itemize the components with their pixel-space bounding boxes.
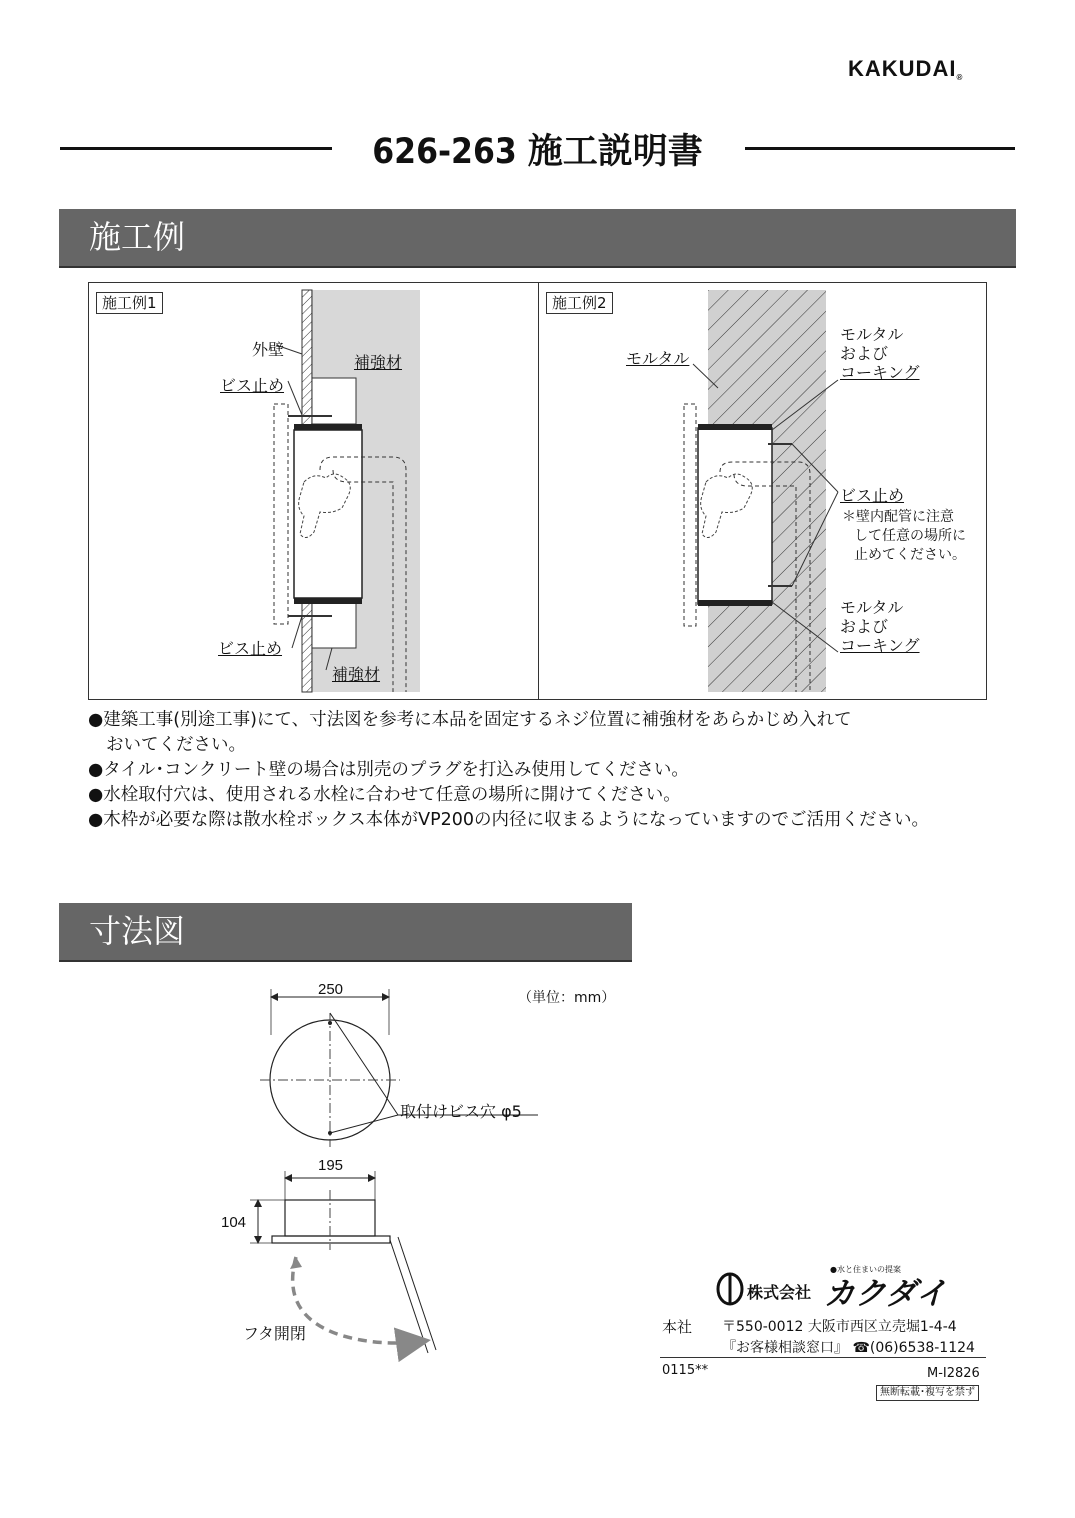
example1-tag: 施工例1	[96, 292, 163, 314]
example2-tag: 施工例2	[546, 292, 613, 314]
head-office-label: 本社	[662, 1318, 693, 1336]
dim-195-label: 195	[318, 1157, 344, 1174]
piping-note: ＊壁内配管に注意 して任意の場所に 止めてください。	[842, 509, 966, 563]
note-item: ●木枠が必要な際は散水栓ボックス本体がVP200の内径に収まるようになっていますのでご活用ください。	[88, 810, 930, 830]
label-screw-bottom: ビス止め	[218, 639, 283, 658]
label-mortar-caulk-top: モルタル および コーキング	[840, 325, 920, 382]
document-title: 626-263 施工説明書	[0, 124, 1075, 174]
example1-diagram	[88, 282, 539, 700]
company-name: カクダイ	[824, 1276, 947, 1312]
brand-name: KAKUDAI	[848, 56, 957, 81]
footer-rule	[660, 1357, 986, 1358]
label-screw-top: ビス止め	[220, 376, 285, 395]
document-code: M-I2826	[927, 1366, 980, 1381]
screw-hole-label: 取付けビス穴 φ5	[400, 1102, 522, 1121]
section-heading-dimensions: 寸法図	[59, 903, 632, 962]
copyright-notice: 無断転載･複写を禁ず	[876, 1385, 979, 1401]
registered-mark: ®	[956, 73, 964, 82]
print-code: 0115**	[662, 1363, 709, 1378]
company-tagline: ●水と住まいの提案	[830, 1265, 901, 1274]
dim-104-label: 104	[221, 1214, 247, 1231]
lid-open-label: フタ開閉	[243, 1324, 306, 1343]
label-reinforcement-top: 補強材	[354, 353, 403, 372]
unit-label: （単位：mm）	[518, 990, 616, 1006]
note-item: ●タイル･コンクリート壁の場合は別売のプラグを打込み使用してください。	[88, 760, 689, 780]
label-mortar: モルタル	[626, 349, 690, 368]
note-item: ●水栓取付穴は、使用される水栓に合わせて任意の場所に開けてください。	[88, 785, 681, 805]
label-outer-wall: 外壁	[252, 340, 285, 359]
label-screw: ビス止め	[840, 486, 905, 505]
note-item: ●建築工事(別途工事)にて、寸法図を参考に本品を固定するネジ位置に補強材をあらかじめ入れて	[88, 710, 852, 730]
brand-logo	[848, 56, 963, 82]
note-item: おいてください。	[106, 735, 246, 755]
dimension-diagram	[200, 975, 620, 1375]
company-prefix: 株式会社	[747, 1283, 812, 1302]
label-reinforcement-bottom: 補強材	[332, 665, 381, 684]
example2-diagram	[538, 282, 987, 700]
installation-notes	[88, 708, 929, 833]
company-logo-icon	[715, 1272, 745, 1306]
label-mortar-caulk-bottom: モルタル および コーキング	[840, 598, 920, 655]
customer-contact: 『お客様相談窓口』 ☎(06)6538-1124	[722, 1340, 975, 1356]
dim-250-label: 250	[318, 981, 344, 998]
section-heading-example: 施工例	[59, 209, 1016, 268]
company-address: 〒550-0012 大阪市西区立売堀1-4-4	[722, 1319, 957, 1335]
